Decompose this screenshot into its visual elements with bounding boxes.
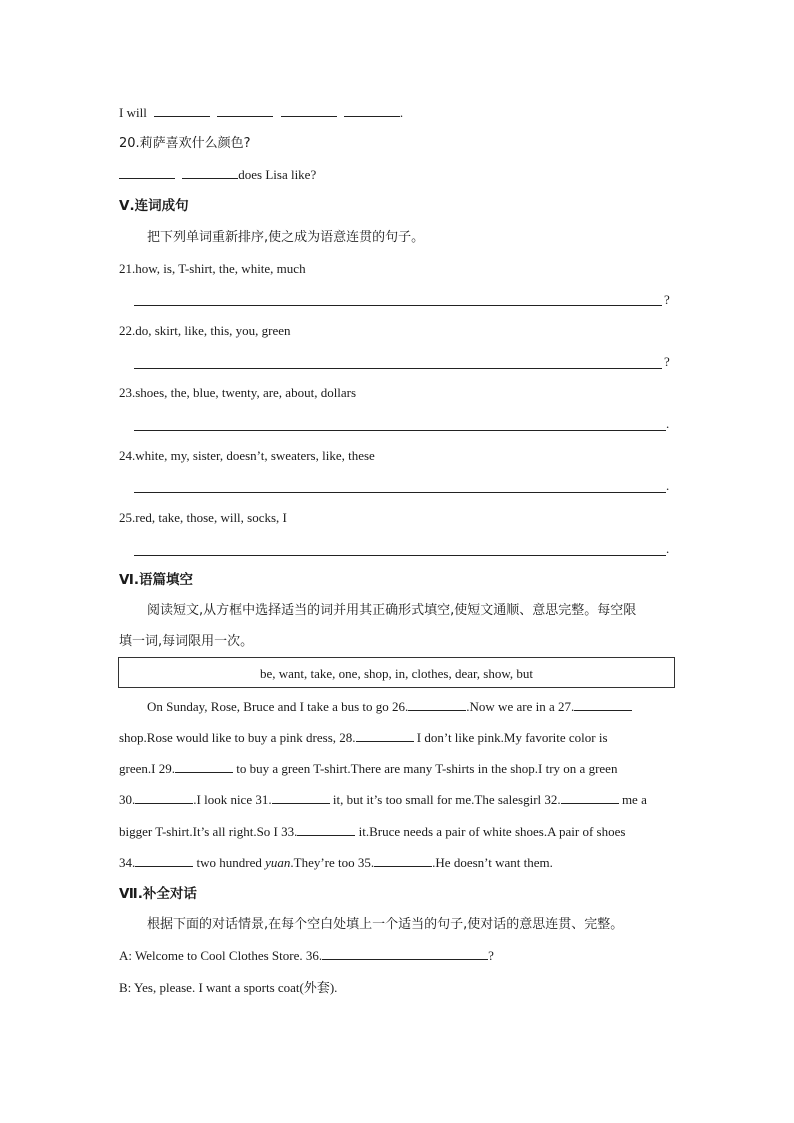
passage-text: 30.: [119, 792, 136, 807]
blank-28[interactable]: [356, 729, 414, 742]
dialogue-text-a: A: Welcome to Cool Clothes Store. 36.: [119, 948, 323, 963]
q19-line: [119, 104, 403, 122]
passage-text: me a: [621, 792, 647, 807]
blank-26[interactable]: [408, 698, 466, 711]
blank-29[interactable]: [175, 760, 233, 773]
dialogue-line-b: B: Yes, please. I want a sports coat(外套).: [119, 980, 338, 995]
blank-36[interactable]: [322, 947, 488, 960]
q20-prompt: 20.莉萨喜欢什么颜色?: [119, 136, 251, 151]
passage-text: On Sunday, Rose, Bruce and I take a bus to go 26.: [147, 699, 409, 714]
q23-end: .: [666, 416, 670, 431]
q21-end: ?: [664, 292, 670, 307]
section7-heading: Ⅶ.补全对话: [119, 886, 197, 902]
q19-blank-1[interactable]: [154, 104, 210, 117]
passage-line-4: [119, 791, 647, 809]
q25-end: .: [666, 541, 670, 556]
blank-30[interactable]: [135, 791, 193, 804]
passage-text: .I look nice 31.: [193, 792, 272, 807]
section6-instruction-1: 阅读短文,从方框中选择适当的词并用其正确形式填空,使短文通顺、意思完整。每空限: [147, 603, 637, 618]
section5-instruction: 把下列单词重新排序,使之成为语意连贯的句子。: [147, 230, 425, 245]
blank-33[interactable]: [297, 823, 355, 836]
q21-answer-line[interactable]: [134, 305, 662, 306]
passage-text: it.Bruce needs a pair of white shoes.A pair of shoes: [358, 824, 626, 839]
q20-blank-2[interactable]: [182, 166, 238, 179]
q22-end: ?: [664, 354, 670, 369]
q24-answer-line[interactable]: [134, 492, 666, 493]
q24-words: 24.white, my, sister, doesn’t, sweaters, like, these: [119, 448, 375, 463]
passage-text: I don’t like pink.My favorite color is: [416, 730, 608, 745]
q20-suffix: does Lisa like?: [238, 167, 317, 182]
section6-heading: Ⅵ.语篇填空: [119, 572, 193, 588]
passage-line-2: [119, 729, 608, 747]
q25-words: 25.red, take, those, will, socks, I: [119, 510, 287, 525]
q25-answer-line[interactable]: [134, 555, 666, 556]
passage-text: bigger T-shirt.It’s all right.So I 33.: [119, 824, 298, 839]
q19-blank-3[interactable]: [281, 104, 337, 117]
passage-line-1: [147, 698, 632, 716]
passage-text: it, but it’s too small for me.The salesgirl 32.: [332, 792, 561, 807]
q21-words: 21.how, is, T-shirt, the, white, much: [119, 261, 306, 276]
blank-34[interactable]: [135, 854, 193, 867]
blank-32[interactable]: [561, 791, 619, 804]
passage-text: shop.Rose would like to buy a pink dress, 28.: [119, 730, 356, 745]
passage-line-6: [119, 854, 553, 872]
passage-text: 34.: [119, 855, 136, 870]
dialogue-end-a: ?: [488, 948, 494, 963]
q22-answer-line[interactable]: [134, 368, 662, 369]
blank-31[interactable]: [272, 791, 330, 804]
section5-heading: Ⅴ.连词成句: [119, 198, 189, 214]
q22-words: 22.do, skirt, like, this, you, green: [119, 323, 291, 338]
blank-27[interactable]: [574, 698, 632, 711]
passage-text: .Now we are in a 27.: [466, 699, 575, 714]
q20-blank-1[interactable]: [119, 166, 175, 179]
dialogue-line-a: [119, 947, 494, 965]
q19-prefix: I will: [119, 105, 147, 120]
q19-blank-4[interactable]: [344, 104, 400, 117]
passage-line-5: [119, 823, 625, 841]
q19-period: .: [399, 105, 404, 120]
passage-text: two hundred: [196, 855, 262, 870]
section6-instruction-2: 填一词,每词限用一次。: [119, 634, 254, 649]
passage-text: .They’re too 35.: [290, 855, 375, 870]
blank-35[interactable]: [374, 854, 432, 867]
q24-end: .: [666, 478, 670, 493]
passage-text: to buy a green T-shirt.There are many T-shirts in the shop.I try on a green: [236, 761, 618, 776]
q23-answer-line[interactable]: [134, 430, 666, 431]
passage-text: .He doesn’t want them.: [432, 855, 553, 870]
q19-blank-2[interactable]: [217, 104, 273, 117]
word-box: be, want, take, one, shop, in, clothes, dear, show, but: [118, 657, 675, 688]
q23-words: 23.shoes, the, blue, twenty, are, about, dollars: [119, 385, 357, 400]
passage-line-3: [119, 760, 617, 778]
passage-italic-yuan: yuan: [265, 855, 291, 870]
q20-answer-line: [119, 166, 316, 184]
section7-instruction: 根据下面的对话情景,在每个空白处填上一个适当的句子,使对话的意思连贯、完整。: [147, 917, 624, 932]
passage-text: green.I 29.: [119, 761, 175, 776]
